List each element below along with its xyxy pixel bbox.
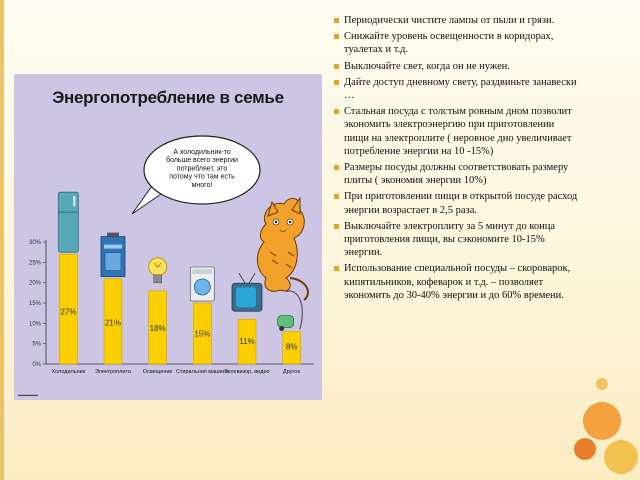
speech-bubble-line: потребляет, это — [176, 165, 228, 173]
category-label: Телевизор, видео — [224, 369, 270, 375]
bullet-icon — [334, 194, 339, 199]
speech-bubble-line: много! — [191, 181, 213, 189]
tip-item — [334, 76, 580, 102]
category-label: Стиральная машина — [175, 369, 229, 375]
y-tick-label: 5% — [32, 341, 41, 348]
tip-text: Выключайте электроплиту за 5 минут до конца приготовления пищи, вы сэкономите 10-15% энергии. — [344, 220, 556, 259]
speech-bubble — [132, 136, 260, 214]
category-label: Электроплита — [95, 369, 131, 375]
tip-text: При приготовлении пищи в открытой посуде расход энергии возрастает в 2,5 раза. — [344, 191, 578, 216]
y-tick-label: 25% — [28, 260, 41, 267]
tips-list — [334, 14, 580, 305]
slide-frame — [0, 0, 4, 480]
bullet-icon — [334, 64, 339, 69]
category-label: Другое — [282, 369, 301, 375]
tip-item — [334, 30, 580, 56]
tip-text: Дайте доступ дневному свету, раздвиньте занавески … — [344, 76, 577, 102]
decorative-circle — [596, 378, 608, 390]
tip-item — [334, 262, 580, 302]
category-label: Освещение — [142, 369, 173, 375]
fridge-icon — [58, 192, 78, 252]
tip-text: Периодически чистите лампы от пыли и грязи. — [344, 15, 555, 26]
cat-illustration — [257, 198, 308, 300]
tip-item — [334, 220, 580, 260]
stove-icon — [101, 233, 125, 277]
bar-value-label: 27% — [60, 307, 77, 317]
category-label: Холодильник — [51, 369, 86, 375]
y-tick-label: 30% — [28, 240, 41, 246]
y-tick-label: 15% — [28, 301, 41, 307]
bar-value-label: 11% — [239, 336, 255, 346]
tip-item — [334, 14, 580, 27]
bullet-icon — [334, 266, 339, 271]
tip-item — [334, 60, 580, 73]
speech-bubble-line: потому что там есть — [169, 173, 235, 181]
decorative-circle — [574, 438, 596, 460]
vacuum-cleaner-icon — [278, 291, 303, 331]
decorative-circle — [604, 440, 638, 474]
chart-credit-mark: ▬▬▬▬▬ — [18, 392, 38, 397]
washing-machine-icon — [190, 267, 214, 301]
bullet-icon — [334, 165, 339, 170]
tv-icon — [232, 273, 262, 311]
bullet-icon — [334, 34, 339, 39]
tip-text: Выключайте свет, когда он не нужен. — [344, 60, 510, 72]
y-tick-label: 0% — [32, 362, 41, 368]
speech-bubble-line: больше всего энергии — [166, 157, 238, 165]
bar-value-label: 21% — [104, 318, 122, 328]
tip-text: Размеры посуды должны соответствовать размеру плиты ( экономия энергии 10%) — [344, 162, 569, 187]
tip-item — [334, 190, 580, 216]
tip-text: Использование специальной посуды – скороварок, кипятильников, кофеварок и т.д. – позволяет экономить до 30-40% энергии и до 60% времени. — [344, 263, 571, 301]
chart-panel — [14, 74, 322, 400]
bullet-icon — [334, 109, 339, 114]
chart-title: Энергопотребление в семье — [52, 88, 284, 107]
tip-text: Снижайте уровень освещенности в коридорах, туалетах и т.д. — [344, 31, 554, 56]
tip-item — [334, 105, 580, 158]
energy-chart — [14, 74, 322, 400]
bar-value-label: 15% — [194, 329, 211, 339]
lightbulb-icon — [149, 258, 167, 283]
bullet-icon — [334, 18, 339, 23]
decorative-circle — [583, 402, 621, 440]
bar-value-label: 8% — [285, 342, 298, 352]
bullet-icon — [334, 80, 339, 85]
speech-bubble-line: А холодильник-то — [173, 149, 231, 156]
bullet-icon — [334, 224, 339, 229]
y-tick-label: 20% — [28, 280, 41, 287]
tip-item — [334, 161, 580, 187]
bar-value-label: 18% — [149, 324, 166, 334]
tip-text: Стальная посуда с толстым ровным дном позволит экономить электроэнергию при приготовлении пищи на электроплите ( неровное дно увеличивает потребление энергии на 10 -15%) — [344, 106, 572, 157]
y-tick-label: 10% — [28, 321, 41, 328]
